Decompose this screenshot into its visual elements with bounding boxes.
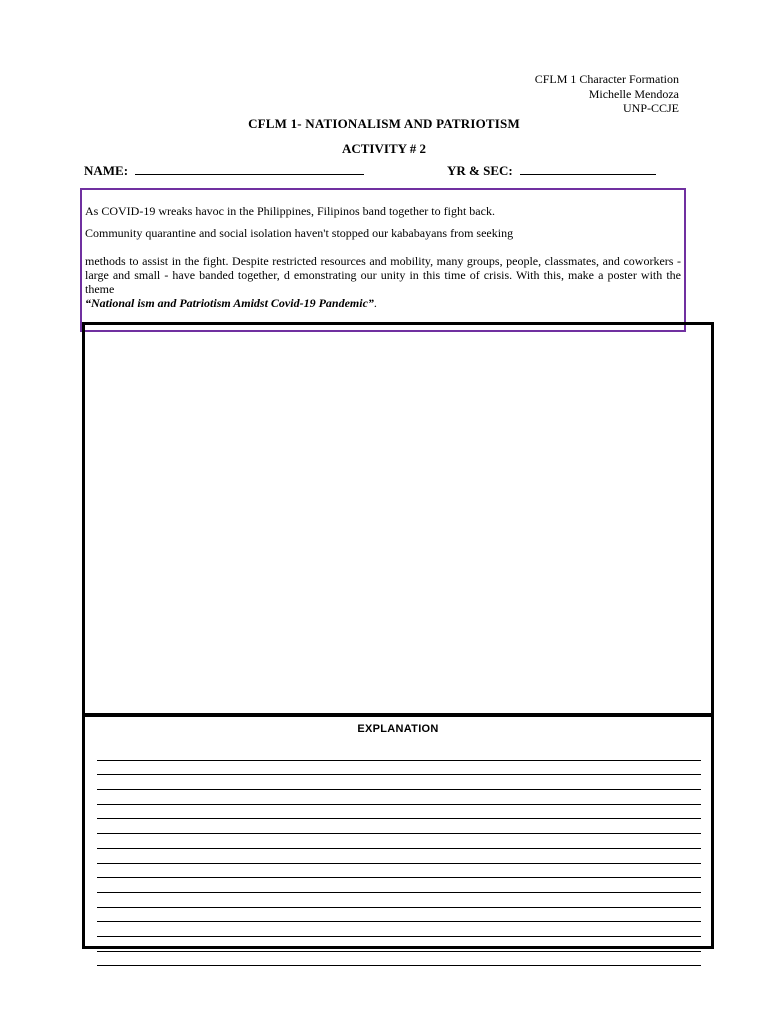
explanation-line[interactable] bbox=[97, 937, 701, 952]
explanation-lines[interactable] bbox=[97, 746, 701, 966]
name-field-row bbox=[84, 163, 364, 179]
section-blank-line[interactable] bbox=[520, 163, 656, 175]
explanation-line[interactable] bbox=[97, 849, 701, 864]
explanation-line[interactable] bbox=[97, 908, 701, 923]
page-title: CFLM 1- NATIONALISM AND PATRIOTISM bbox=[248, 116, 520, 131]
explanation-line[interactable] bbox=[97, 805, 701, 820]
explanation-line[interactable] bbox=[97, 746, 701, 761]
instructions-paragraph-3: methods to assist in the fight. Despite restricted resources and mobility, many groups, people, classmates, and coworkers - large and small - have banded together, d emonstrating our unity in this time of crisis. With this, make a poster with the theme bbox=[85, 254, 681, 296]
poster-theme: “National ism and Patriotism Amidst Covid-19 Pandemic” bbox=[85, 296, 374, 310]
name-label: NAME: bbox=[84, 163, 129, 178]
explanation-title: EXPLANATION bbox=[357, 723, 439, 735]
explanation-line[interactable] bbox=[97, 790, 701, 805]
explanation-box bbox=[82, 713, 714, 949]
explanation-line[interactable] bbox=[97, 761, 701, 776]
theme-period: . bbox=[373, 296, 377, 310]
school-name: UNP-CCJE bbox=[622, 101, 679, 115]
explanation-line[interactable] bbox=[97, 775, 701, 790]
explanation-line[interactable] bbox=[97, 893, 701, 908]
explanation-line[interactable] bbox=[97, 922, 701, 937]
theme-line bbox=[85, 296, 684, 310]
header-block bbox=[535, 72, 679, 116]
poster-drawing-area[interactable] bbox=[82, 322, 714, 717]
explanation-line[interactable] bbox=[97, 834, 701, 849]
course-name: CFLM 1 Character Formation bbox=[534, 72, 679, 86]
explanation-line[interactable] bbox=[97, 819, 701, 834]
explanation-line[interactable] bbox=[97, 952, 701, 967]
activity-title: ACTIVITY # 2 bbox=[341, 141, 427, 156]
name-blank-line[interactable] bbox=[135, 163, 364, 175]
instructions-paragraph-2: Community quarantine and social isolation haven't stopped our kababayans from seeking bbox=[85, 226, 514, 240]
explanation-line[interactable] bbox=[97, 864, 701, 879]
section-field-row bbox=[447, 163, 656, 179]
explanation-line[interactable] bbox=[97, 878, 701, 893]
instructions-box bbox=[80, 188, 686, 332]
section-label: YR & SEC: bbox=[447, 163, 513, 178]
instructions-paragraph-1: As COVID-19 wreaks havoc in the Philippines, Filipinos band together to fight back. bbox=[85, 204, 495, 218]
instructor-name: Michelle Mendoza bbox=[588, 86, 679, 101]
